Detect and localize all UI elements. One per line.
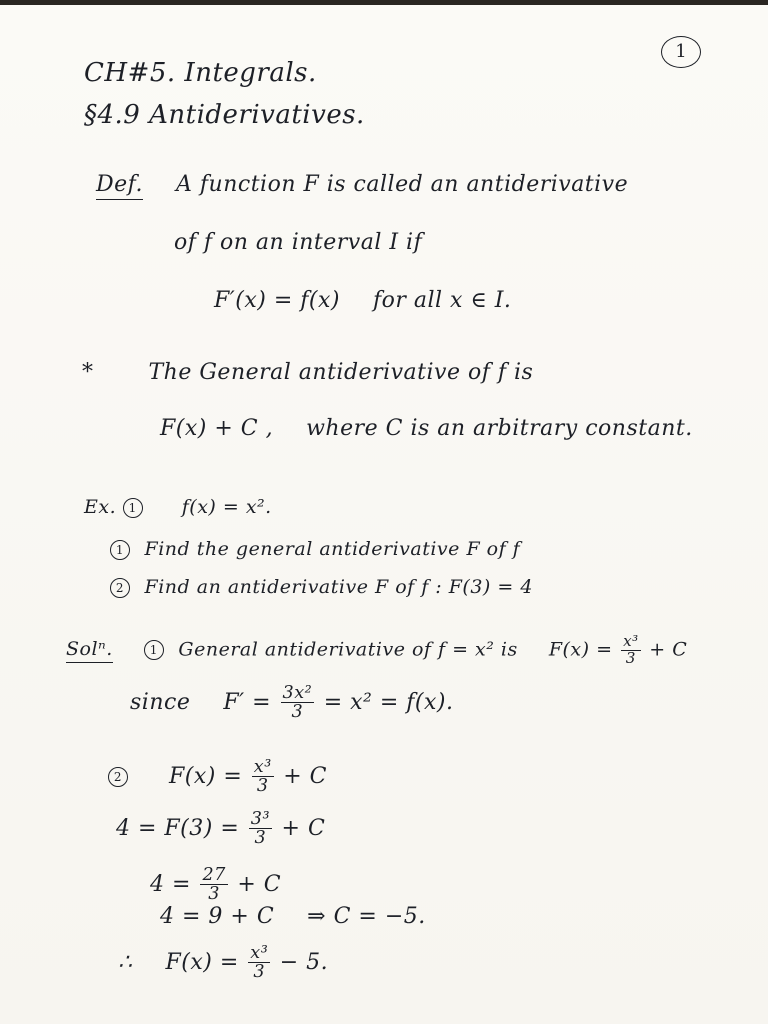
general-row-1 (82, 360, 533, 385)
final-fraction (248, 944, 270, 982)
question-2-number: 2 (110, 578, 130, 598)
fraction-numerator: x³ (250, 943, 269, 963)
question-1-row (110, 538, 520, 560)
fraction-denominator: 3 (253, 962, 266, 983)
fraction-numerator: 3x² (282, 683, 313, 703)
solution-part-1-result-lhs: F(x) = (548, 638, 613, 661)
example-row (84, 496, 272, 518)
fraction-denominator: 3 (254, 828, 267, 849)
part-2-line-1-fraction (252, 758, 274, 796)
definition-condition: for all x ∈ I. (372, 288, 512, 313)
solution-part-2-line-1 (108, 758, 327, 796)
solution-label: Solⁿ. (66, 638, 113, 663)
top-shadow-band (0, 0, 768, 5)
definition-line-2: of f on an interval I if (174, 230, 423, 255)
part-2-line-4-rhs: ⇒ C = −5. (307, 904, 426, 929)
fraction-denominator: 3 (625, 648, 636, 667)
chapter-title: CH#5. Integrals. (84, 58, 317, 88)
solution-part-2-number: 2 (108, 767, 128, 787)
since-label: since (130, 689, 191, 715)
definition-row-3 (214, 288, 511, 313)
fraction-denominator: 3 (208, 884, 220, 905)
since-lhs: F′ = (223, 689, 272, 715)
question-1-number: 1 (110, 540, 130, 560)
page-number-badge: 1 (661, 36, 701, 68)
definition-label: Def. (96, 172, 143, 200)
star-bullet: * (82, 360, 94, 385)
example-number: 1 (123, 498, 143, 518)
part-2-line-2-rhs: + C (281, 815, 326, 841)
section-title: §4.9 Antiderivatives. (84, 100, 365, 130)
definition-row-1 (96, 172, 628, 197)
part-2-line-3-rhs: + C (237, 871, 282, 897)
question-2-row (110, 576, 533, 598)
fraction-denominator: 3 (256, 776, 269, 797)
part-2-line-4-lhs: 4 = 9 + C (160, 904, 275, 929)
part-2-line-1-lhs: F(x) = (169, 763, 243, 789)
since-rhs: = x² = f(x). (323, 689, 454, 715)
since-row (130, 684, 454, 722)
fraction-numerator: x³ (623, 632, 639, 650)
since-fraction (281, 684, 315, 722)
general-line-1: The General antiderivative of f is (148, 360, 534, 385)
example-label: Ex. (84, 496, 117, 518)
solution-part-1-fraction (621, 634, 641, 667)
fraction-numerator: 3³ (250, 809, 271, 829)
fraction-numerator: x³ (253, 757, 272, 777)
solution-part-2-line-3 (150, 866, 281, 904)
solution-part-1-number: 1 (144, 640, 164, 660)
solution-part-1-row (66, 634, 687, 667)
fraction-denominator: 3 (291, 702, 304, 723)
final-rhs: − 5. (279, 949, 329, 975)
solution-part-1-result-rhs: + C (649, 638, 688, 661)
fraction-numerator: 27 (202, 865, 226, 885)
part-2-line-3-fraction (200, 866, 227, 904)
general-row-2 (160, 416, 693, 441)
question-2-text: Find an antiderivative F of f : F(3) = 4 (144, 576, 533, 598)
final-lhs: F(x) = (165, 949, 239, 975)
final-answer-row (118, 944, 328, 982)
solution-part-1-text: General antiderivative of f = x² is (178, 638, 518, 661)
example-function: f(x) = x². (181, 496, 272, 518)
definition-equation: F′(x) = f(x) (214, 288, 340, 313)
solution-part-2-line-2 (116, 810, 325, 848)
question-1-text: Find the general antiderivative F of f (144, 538, 521, 560)
part-2-line-2-fraction (249, 810, 272, 848)
definition-line-1: A function F is called an antiderivative (176, 172, 629, 197)
general-line-2: where C is an arbitrary constant. (306, 416, 693, 441)
part-2-line-1-rhs: + C (283, 763, 328, 789)
part-2-line-3-lhs: 4 = (150, 871, 191, 897)
part-2-line-2-lhs: 4 = F(3) = (116, 815, 240, 841)
solution-part-2-line-4 (160, 904, 426, 929)
therefore-symbol: ∴ (118, 949, 133, 975)
general-expression: F(x) + C , (160, 416, 274, 441)
